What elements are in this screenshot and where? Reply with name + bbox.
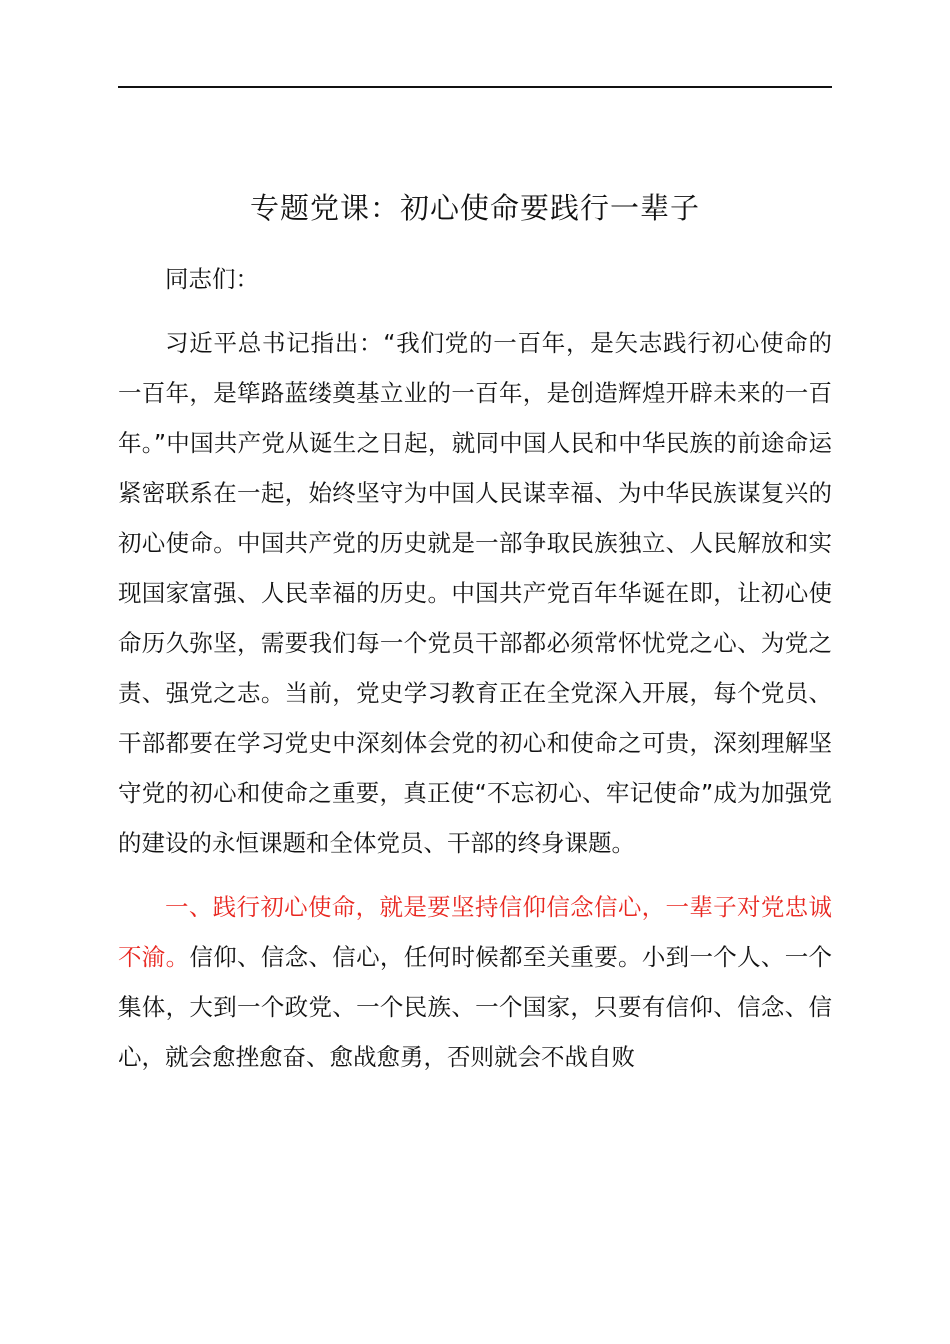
intro-paragraph: 习近平总书记指出：“我们党的一百年，是矢志践行初心使命的一百年，是筚路蓝缕奠基立业的一百年，是创造辉煌开辟未来的一百年。”中国共产党从诞生之日起，就同中国人民和中华民族的前途命运紧密联系在一起，始终坚守为中国人民谋幸福、为中华民族谋复兴的初心使命。中国共产党的历史就是一部争取民族独立、人民解放和实现国家富强、人民幸福的历史。中国共产党百年华诞在即，让初心使命历久弥坚，需要我们每一个党员干部都必须常怀忧党之心、为党之责、强党之志。当前，党史学习教育正在全党深入开展，每个党员、干部都要在学习党史中深刻体会党的初心和使命之可贵，深刻理解坚守党的初心和使命之重要，真正使“不忘初心、牢记使命”成为加强党的建设的永恒课题和全体党员、干部的终身课题。 (118, 329, 832, 857)
section-1-text: 信仰、信念、信心，任何时候都至关重要。小到一个人、一个集体，大到一个政党、一个民族、一个国家，只要有信仰、信念、信心，就会愈挫愈奋、愈战愈勇，否则就会不战自败 (118, 943, 833, 1071)
header-rule (118, 86, 832, 88)
document-title: 专题党课：初心使命要践行一辈子 (249, 191, 700, 225)
section-1-heading: 一、践行初心使命，就是要坚持信仰信念信心，一辈子对党忠诚不渝。 (118, 893, 832, 971)
section-1-paragraph (118, 882, 832, 1082)
greeting: 同志们： (165, 265, 259, 293)
document-body (118, 254, 832, 1082)
